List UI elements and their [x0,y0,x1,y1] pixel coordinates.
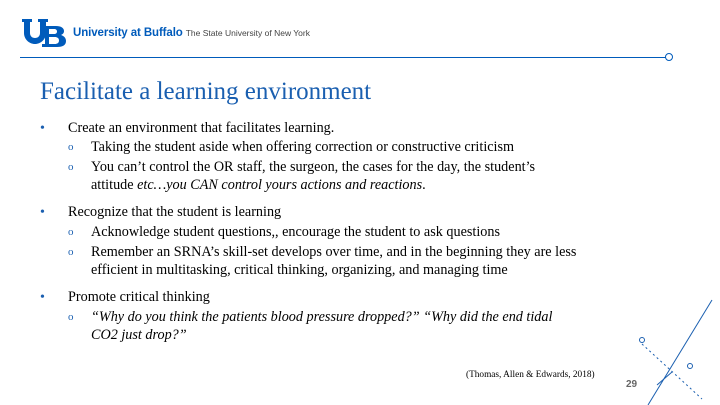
circle-bullet-icon: o [68,311,74,323]
brand-name: University at Buffalo [73,27,183,39]
bullet-3-text: Promote critical thinking [68,289,210,305]
sub-bullet-1-2-line-1: You can’t control the OR staff, the surgeon, the cases for the day, the student’s [91,159,536,175]
page-number: 29 [626,379,638,390]
circle-bullet-icon: o [68,246,74,258]
sub-bullet-3-1-line-1: “Why do you think the patients blood pressure dropped?” “Why did the end tidal [91,309,553,325]
sub-bullet-2-2-line-2: efficient in multitasking, critical thinking, organizing, and managing time [91,262,508,278]
sub-bullet-1-1-text: Taking the student aside when offering correction or constructive criticism [91,139,515,155]
sub-bullet-2-1-text: Acknowledge student questions,, encourage the student to ask questions [91,224,500,240]
deco-solid-line [648,300,712,405]
sub-bullet-1-2-line-2-italic: etc…you CAN control yours actions and reactions [137,177,423,193]
deco-dot-top [640,338,645,343]
slide-title: Facilitate a learning environment [40,78,372,105]
sub-bullet-3-1-line-2: CO2 just drop?” [91,327,187,343]
circle-bullet-icon: o [68,161,74,173]
deco-dot-mid [688,364,693,369]
bullet-1-text: Create an environment that facilitates learning. [68,120,335,136]
bullet-2-text: Recognize that the student is learning [68,204,282,220]
sub-bullet-1-2-line-2-prefix: attitude [91,177,138,193]
brand-subtitle: The State University of New York [185,28,310,38]
sub-bullet-1-2-line-2-suffix: . [422,177,426,193]
circle-bullet-icon: o [68,141,74,153]
bullet-dot-icon: • [40,290,45,305]
circle-bullet-icon: o [68,226,74,238]
bullet-dot-icon: • [40,121,45,136]
sub-bullet-2-2-line-1: Remember an SRNA’s skill-set develops over time, and in the beginning they are less [91,244,577,260]
bullet-dot-icon: • [40,205,45,220]
citation: (Thomas, Allen & Edwards, 2018) [466,370,595,380]
deco-dotted-line [642,344,702,399]
deco-short-line [657,372,672,385]
